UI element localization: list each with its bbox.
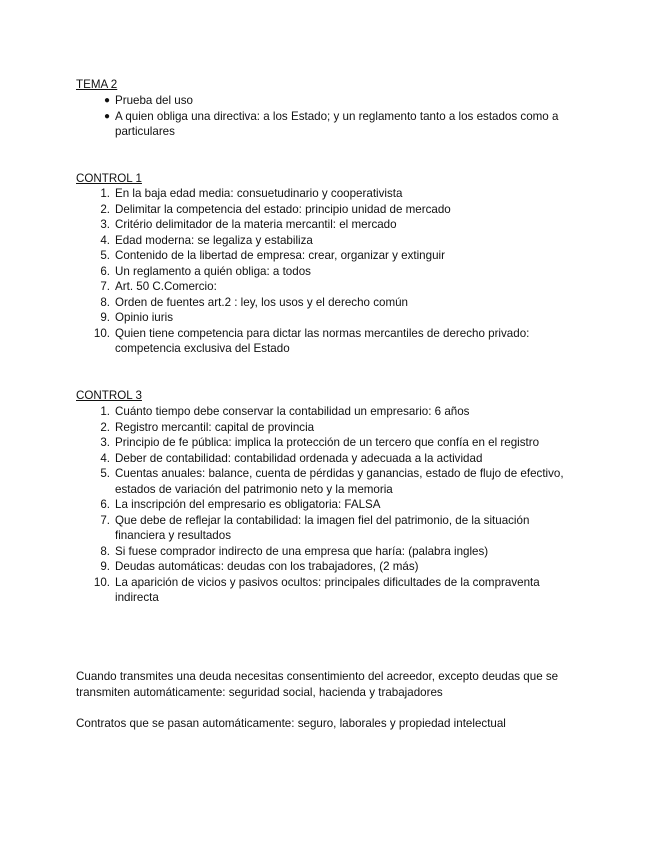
list-item: 3. Principio de fe pública: implica la protección de un tercero que confía en el registro (100, 436, 540, 449)
tema2-list (76, 93, 576, 140)
list-item: 7. Art. 50 C.Comercio: (100, 280, 217, 293)
list-item: 6. La inscripción del empresario es obligatoria: FALSA (100, 498, 381, 511)
bullet-icon: ● (103, 110, 110, 122)
list-item: 1. Cuánto tiempo debe conservar la contabilidad un empresario: 6 años (100, 405, 470, 418)
list-item: 9. Opinio iuris (100, 311, 173, 324)
control3-list (76, 404, 576, 606)
control3-heading: CONTROL 3 (76, 389, 142, 402)
bullet-icon: ● (103, 95, 110, 106)
control1-heading: CONTROL 1 (76, 172, 142, 185)
list-item: 5. Contenido de la libertad de empresa: crear, organizar y extinguir (100, 249, 445, 262)
control1-list (76, 186, 576, 357)
list-item: ● A quien obliga una directiva: a los Estado; y un reglamento tanto a los estados como a particulares (76, 109, 576, 140)
list-item: 7. Que debe de reflejar la contabilidad: la imagen fiel del patrimonio, de la situación financiera y resultados (100, 513, 530, 542)
list-item: 10. La aparición de vicios y pasivos ocultos: principales dificultades de la compraventa indirecta (93, 575, 540, 604)
list-item: 4. Deber de contabilidad: contabilidad ordenada y adecuada a la actividad (100, 451, 483, 465)
note-automatic-contracts: Contratos que se pasan automáticamente: seguro, laborales y propiedad intelectual (76, 717, 506, 730)
list-item: 4. Edad moderna: se legaliza y estabiliza (100, 233, 313, 247)
list-item: 1. En la baja edad media: consuetudinario y cooperativista (100, 187, 403, 200)
list-item: 9. Deudas automáticas: deudas con los trabajadores, (2 más) (100, 560, 419, 573)
list-item: 10. Quien tiene competencia para dictar las normas mercantiles de derecho privado: competencia exclusiva del Estado (93, 326, 530, 355)
list-item: 2. Registro mercantil: capital de provincia (100, 420, 315, 434)
tema2-heading: TEMA 2 (76, 78, 118, 91)
list-item: 8. Si fuese comprador indirecto de una empresa que haría: (palabra ingles) (100, 544, 489, 558)
list-item: 6. Un reglamento a quién obliga: a todos (100, 264, 311, 278)
list-item: ● Prueba del uso (76, 93, 576, 109)
list-item: 5. Cuentas anuales: balance, cuenta de pérdidas y ganancias, estado de flujo de efectivo, estados de variación del patrimonio neto y la memoria (100, 467, 564, 496)
list-item: 3. Critério delimitador de la materia mercantil: el mercado (100, 218, 397, 231)
list-item: 2. Delimitar la competencia del estado: principio unidad de mercado (100, 202, 451, 216)
note-debt-transfer: Cuando transmites una deuda necesitas consentimiento del acreedor, excepto deudas que se transmiten automáticamente: seguridad social, hacienda y trabajadores (76, 670, 559, 699)
list-item: 8. Orden de fuentes art.2 : ley, los usos y el derecho común (100, 295, 409, 309)
